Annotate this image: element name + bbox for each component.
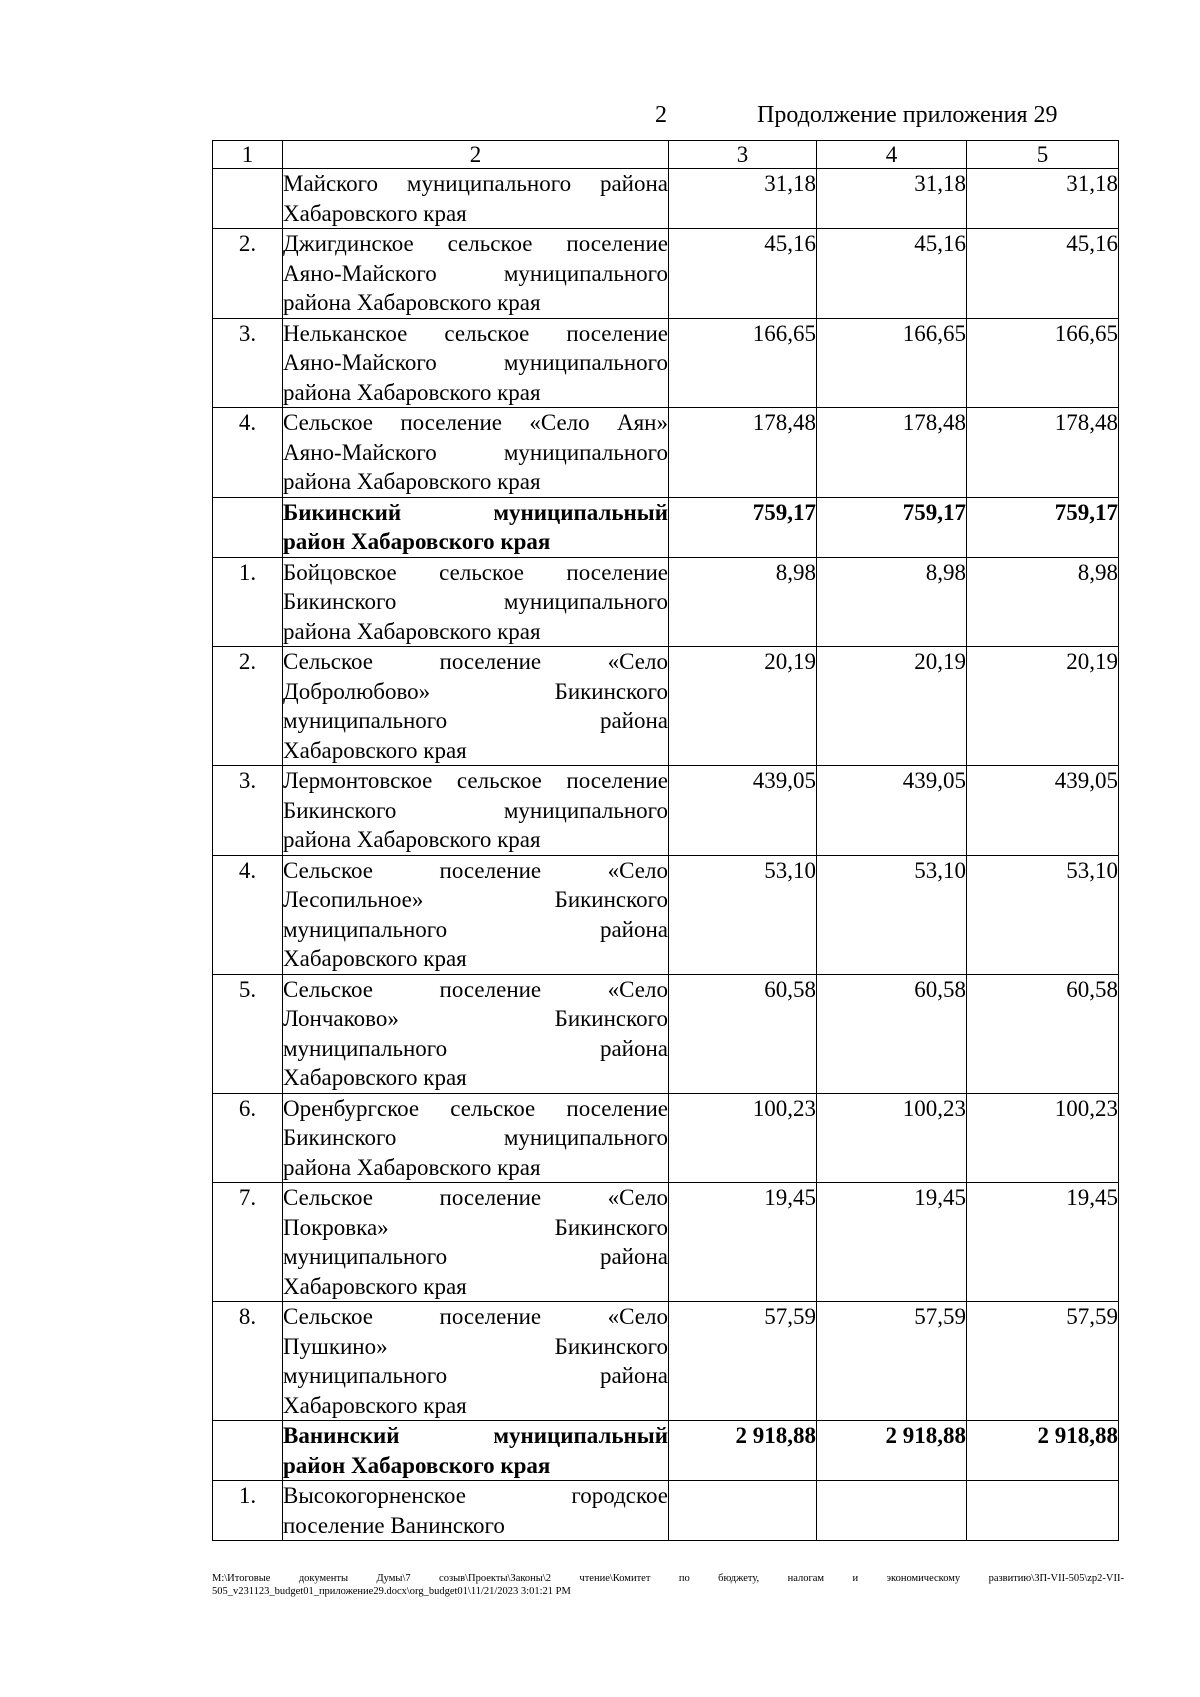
row-number-cell — [213, 497, 283, 557]
municipality-name-line: Покровка» Бикинского — [283, 1214, 668, 1240]
municipality-name-line: Аяно-Майского муниципального — [283, 439, 668, 465]
municipality-name-line: района Хабаровского края — [283, 1154, 541, 1180]
municipality-name-line: Хабаровского края — [283, 946, 467, 971]
table-row — [213, 647, 1119, 766]
municipality-name-line: района Хабаровского края — [283, 469, 541, 494]
municipality-name-cell — [283, 766, 669, 856]
amount-cell-v5: 178,48 — [967, 408, 1119, 498]
table-row — [213, 974, 1119, 1093]
amount-cell-v5: 60,58 — [967, 974, 1119, 1093]
amount-cell-v3: 60,58 — [669, 974, 817, 1093]
row-number-cell — [213, 169, 283, 229]
municipality-name-line: Сельское поселение «Село — [283, 976, 668, 1002]
table-row — [213, 557, 1119, 647]
municipality-name-line: Сельское поселение «Село — [283, 1304, 668, 1329]
amount-cell-v4: 439,05 — [817, 766, 967, 856]
amount-cell-v4: 100,23 — [817, 1093, 967, 1183]
budget-table — [212, 140, 1119, 1541]
municipality-name-line: района Хабаровского края — [283, 379, 541, 405]
row-number-cell: 2. — [213, 229, 283, 319]
table-row — [213, 1481, 1119, 1541]
municipality-name-cell — [283, 974, 669, 1093]
table-row — [213, 229, 1119, 319]
table-row — [213, 1093, 1119, 1183]
amount-cell-v5: 31,18 — [967, 169, 1119, 229]
municipality-name-line: Лончаково» Бикинского — [283, 1006, 668, 1031]
table-row-district-total — [213, 497, 1119, 557]
table-row — [213, 169, 1119, 229]
row-number-cell: 1. — [213, 557, 283, 647]
municipality-name-cell — [283, 1093, 669, 1183]
amount-cell-v3: 19,45 — [669, 1183, 817, 1302]
continuation-title: Продолжение приложения 29 — [757, 102, 1058, 128]
amount-cell-v3: 8,98 — [669, 557, 817, 647]
amount-cell-v3: 31,18 — [669, 169, 817, 229]
municipality-name-cell — [283, 408, 669, 498]
municipality-name-line: Добролюбово» Бикинского — [283, 678, 668, 704]
municipality-name-line: муниципального района — [283, 916, 668, 942]
table-row — [213, 855, 1119, 974]
row-number-cell: 8. — [213, 1302, 283, 1421]
municipality-name-cell — [283, 229, 669, 319]
page-number: 2 — [655, 102, 667, 128]
municipality-name-line: муниципального района — [283, 1244, 668, 1269]
municipality-name-line: Высокогорненское городское — [283, 1483, 668, 1508]
row-number-cell: 4. — [213, 408, 283, 498]
row-number-cell: 7. — [213, 1183, 283, 1302]
amount-cell-v3: 166,65 — [669, 318, 817, 408]
table-row — [213, 318, 1119, 408]
amount-cell-v4: 57,59 — [817, 1302, 967, 1421]
amount-cell-v3: 53,10 — [669, 855, 817, 974]
municipality-name-line: муниципального района — [283, 1363, 668, 1388]
municipality-name-line: Хабаровского края — [283, 1273, 467, 1299]
municipality-name-line: Бикинского муниципального — [283, 797, 668, 823]
column-header: 2 — [283, 141, 669, 169]
table-row — [213, 408, 1119, 498]
municipality-name-line: Оренбургское сельское поселение — [283, 1095, 668, 1121]
footer-file-path: M:\Итоговые документы Думы\7 созыв\Проекты\Законы\2 чтение\Комитет по бюджету, налогам и экономическому развитию\ЗП-VII-505\zp2-VII-505_v231123_budget01_приложение29.docx\org_budget01\11/21/2023 3:01:21 PM — [212, 1573, 1124, 1597]
municipality-name-line: Бикинского муниципального — [283, 1125, 668, 1150]
amount-cell-v4: 20,19 — [817, 647, 967, 766]
municipality-name-line: Сельское поселение «Село — [283, 649, 668, 674]
amount-cell-v4 — [817, 1481, 967, 1541]
amount-cell-v5: 45,16 — [967, 229, 1119, 319]
municipality-name-line: Сельское поселение «Село — [283, 1185, 668, 1210]
municipality-name-line: Аяно-Майского муниципального — [283, 260, 668, 286]
municipality-name-line: Пушкино» Бикинского — [283, 1333, 668, 1359]
municipality-name-cell — [283, 1421, 669, 1481]
municipality-name-line: Ванинский муниципальный — [283, 1423, 668, 1448]
row-number-cell: 1. — [213, 1481, 283, 1541]
table-row — [213, 766, 1119, 856]
column-header: 1 — [213, 141, 283, 169]
amount-cell-v3: 57,59 — [669, 1302, 817, 1421]
municipality-name-line: Бикинский муниципальный — [283, 499, 668, 525]
table-header-row — [213, 141, 1119, 169]
amount-cell-v3: 439,05 — [669, 766, 817, 856]
amount-cell-v4: 19,45 — [817, 1183, 967, 1302]
municipality-name-cell — [283, 647, 669, 766]
municipality-name-line: Аяно-Майского муниципального — [283, 350, 668, 375]
amount-cell-v3: 20,19 — [669, 647, 817, 766]
row-number-cell: 6. — [213, 1093, 283, 1183]
amount-cell-v4: 31,18 — [817, 169, 967, 229]
municipality-name-line: Лермонтовское сельское поселение — [283, 768, 668, 793]
municipality-name-cell — [283, 1481, 669, 1541]
municipality-name-cell — [283, 855, 669, 974]
amount-cell-v4: 2 918,88 — [817, 1421, 967, 1481]
municipality-name-line: Сельское поселение «Село Аян» — [283, 410, 668, 435]
amount-cell-v3: 100,23 — [669, 1093, 817, 1183]
column-header: 4 — [817, 141, 967, 169]
amount-cell-v3: 45,16 — [669, 229, 817, 319]
amount-cell-v5: 100,23 — [967, 1093, 1119, 1183]
row-number-cell: 5. — [213, 974, 283, 1093]
municipality-name-line: Майского муниципального района — [283, 171, 668, 196]
table-row — [213, 1302, 1119, 1421]
column-header: 5 — [967, 141, 1119, 169]
municipality-name-line: муниципального района — [283, 708, 668, 733]
amount-cell-v3: 178,48 — [669, 408, 817, 498]
municipality-name-line: район Хабаровского края — [283, 529, 551, 554]
amount-cell-v5: 57,59 — [967, 1302, 1119, 1421]
amount-cell-v5 — [967, 1481, 1119, 1541]
table-row — [213, 1183, 1119, 1302]
row-number-cell: 3. — [213, 318, 283, 408]
municipality-name-cell — [283, 557, 669, 647]
municipality-name-line: Нельканское сельское поселение — [283, 320, 668, 346]
amount-cell-v4: 166,65 — [817, 318, 967, 408]
municipality-name-line: района Хабаровского края — [283, 290, 541, 315]
municipality-name-line: Лесопильное» Бикинского — [283, 887, 668, 912]
municipality-name-line: района Хабаровского края — [283, 827, 541, 852]
amount-cell-v5: 8,98 — [967, 557, 1119, 647]
amount-cell-v3: 2 918,88 — [669, 1421, 817, 1481]
municipality-name-line: района Хабаровского края — [283, 618, 541, 644]
amount-cell-v5: 19,45 — [967, 1183, 1119, 1302]
municipality-name-cell — [283, 318, 669, 408]
municipality-name-line: Хабаровского края — [283, 200, 467, 226]
municipality-name-cell — [283, 1183, 669, 1302]
amount-cell-v5: 2 918,88 — [967, 1421, 1119, 1481]
municipality-name-cell — [283, 169, 669, 229]
amount-cell-v4: 759,17 — [817, 497, 967, 557]
amount-cell-v5: 166,65 — [967, 318, 1119, 408]
municipality-name-cell — [283, 497, 669, 557]
municipality-name-line: Джигдинское сельское поселение — [283, 231, 668, 256]
amount-cell-v5: 759,17 — [967, 497, 1119, 557]
amount-cell-v4: 8,98 — [817, 557, 967, 647]
municipality-name-line: Бойцовское сельское поселение — [283, 559, 668, 585]
municipality-name-line: Хабаровского края — [283, 1392, 467, 1418]
municipality-name-line: поселение Ванинского — [283, 1512, 505, 1538]
amount-cell-v5: 439,05 — [967, 766, 1119, 856]
row-number-cell — [213, 1421, 283, 1481]
amount-cell-v4: 45,16 — [817, 229, 967, 319]
municipality-name-line: муниципального района — [283, 1035, 668, 1061]
row-number-cell: 4. — [213, 855, 283, 974]
municipality-name-cell — [283, 1302, 669, 1421]
municipality-name-line: Хабаровского края — [283, 737, 467, 763]
municipality-name-line: Сельское поселение «Село — [283, 857, 668, 883]
table-row-district-total — [213, 1421, 1119, 1481]
amount-cell-v5: 53,10 — [967, 855, 1119, 974]
row-number-cell: 2. — [213, 647, 283, 766]
amount-cell-v4: 60,58 — [817, 974, 967, 1093]
amount-cell-v3 — [669, 1481, 817, 1541]
amount-cell-v4: 178,48 — [817, 408, 967, 498]
municipality-name-line: Хабаровского края — [283, 1065, 467, 1090]
column-header: 3 — [669, 141, 817, 169]
row-number-cell: 3. — [213, 766, 283, 856]
amount-cell-v4: 53,10 — [817, 855, 967, 974]
amount-cell-v3: 759,17 — [669, 497, 817, 557]
municipality-name-line: район Хабаровского края — [283, 1452, 551, 1478]
amount-cell-v5: 20,19 — [967, 647, 1119, 766]
municipality-name-line: Бикинского муниципального — [283, 589, 668, 614]
